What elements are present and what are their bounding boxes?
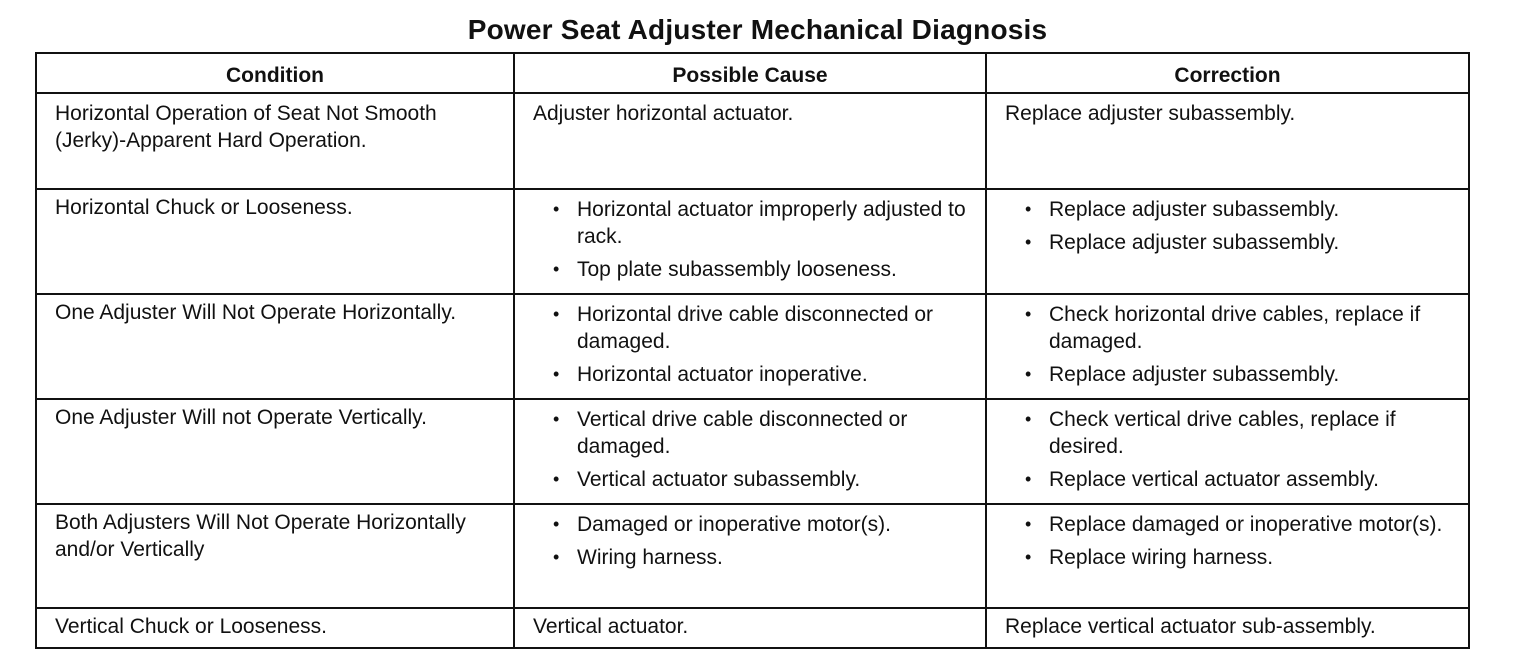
cause-cell	[514, 504, 986, 608]
header-possible-cause: Possible Cause	[514, 53, 986, 93]
header-condition: Condition	[36, 53, 514, 93]
correction-cell	[986, 294, 1469, 399]
header-correction: Correction	[986, 53, 1469, 93]
correction-bullet: • Check vertical drive cables, replace if desired.	[1025, 406, 1458, 460]
cause-bullet: • Horizontal drive cable disconnected or damaged.	[553, 301, 975, 355]
condition-cell: One Adjuster Will not Operate Vertically.	[36, 399, 514, 504]
cause-bullet: • Wiring harness.	[553, 544, 975, 571]
table-row	[36, 294, 1469, 399]
cause-cell	[514, 399, 986, 504]
table-row	[36, 93, 1469, 189]
cause-bullet: • Top plate subassembly looseness.	[553, 256, 975, 283]
condition-cell: Both Adjusters Will Not Operate Horizontally and/or Vertically	[36, 504, 514, 608]
correction-cell	[986, 399, 1469, 504]
table-header-row	[36, 53, 1469, 93]
correction-bullet: • Check horizontal drive cables, replace if damaged.	[1025, 301, 1458, 355]
diagnosis-table	[35, 52, 1470, 649]
correction-bullet: • Replace vertical actuator assembly.	[1025, 466, 1458, 493]
cause-cell	[514, 189, 986, 294]
table-row	[36, 399, 1469, 504]
correction-bullet: • Replace damaged or inoperative motor(s).	[1025, 511, 1458, 538]
correction-cell: Replace vertical actuator sub-assembly.	[986, 608, 1469, 648]
correction-bullet: • Replace adjuster subassembly.	[1025, 361, 1458, 388]
cause-cell: Vertical actuator.	[514, 608, 986, 648]
correction-bullet: • Replace adjuster subassembly.	[1025, 196, 1458, 223]
table-row	[36, 504, 1469, 608]
condition-cell: Horizontal Operation of Seat Not Smooth (Jerky)-Apparent Hard Operation.	[36, 93, 514, 189]
correction-bullet: • Replace adjuster subassembly.	[1025, 229, 1458, 256]
cause-bullet: • Damaged or inoperative motor(s).	[553, 511, 975, 538]
correction-cell: Replace adjuster subassembly.	[986, 93, 1469, 189]
cause-cell	[514, 294, 986, 399]
condition-cell: Horizontal Chuck or Looseness.	[36, 189, 514, 294]
cause-bullet: • Horizontal actuator improperly adjusted to rack.	[553, 196, 975, 250]
condition-cell: Vertical Chuck or Looseness.	[36, 608, 514, 648]
table-row	[36, 189, 1469, 294]
condition-cell: One Adjuster Will Not Operate Horizontally.	[36, 294, 514, 399]
cause-cell: Adjuster horizontal actuator.	[514, 93, 986, 189]
cause-bullet: • Vertical drive cable disconnected or damaged.	[553, 406, 975, 460]
correction-cell	[986, 189, 1469, 294]
cause-bullet: • Vertical actuator subassembly.	[553, 466, 975, 493]
table-row	[36, 608, 1469, 648]
correction-cell	[986, 504, 1469, 608]
cause-bullet: • Horizontal actuator inoperative.	[553, 361, 975, 388]
correction-bullet: • Replace wiring harness.	[1025, 544, 1458, 571]
page-title: Power Seat Adjuster Mechanical Diagnosis	[467, 14, 1048, 45]
